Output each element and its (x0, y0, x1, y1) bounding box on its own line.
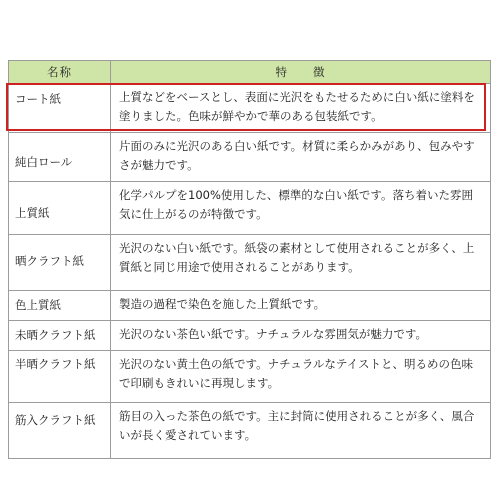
paper-name: 純白ロール (9, 133, 111, 182)
table-row (9, 291, 491, 321)
paper-description: 上質などをベースとし、表面に光沢をもたせるために白い紙に塗料を塗りました。色味が鮮やかで華のある包装紙です。 (111, 84, 491, 133)
paper-description: 筋目の入った茶色の紙です。主に封筒に使用されることが多く、風合いが長く愛されています。 (111, 403, 491, 459)
table-row (9, 182, 491, 235)
paper-description: 光沢のない黄土色の紙です。ナチュラルなテイストと、明るめの色味で印刷もきれいに再現します。 (111, 351, 491, 403)
paper-name: 未晒クラフト紙 (9, 321, 111, 351)
table-row (9, 235, 491, 291)
paper-name: 色上質紙 (9, 291, 111, 321)
paper-types-table-wrapper (8, 60, 490, 459)
paper-name: コート紙 (9, 84, 111, 133)
table-row (9, 351, 491, 403)
paper-description: 光沢のない白い紙です。紙袋の素材として使用されることが多く、上質紙と同じ用途で使用されることがあります。 (111, 235, 491, 291)
paper-types-table (8, 60, 491, 459)
table-header-row (9, 61, 491, 84)
paper-name: 半晒クラフト紙 (9, 351, 111, 403)
paper-name: 上質紙 (9, 182, 111, 235)
paper-description: 片面のみに光沢のある白い紙です。材質に柔らかみがあり、包みやすさが魅力です。 (111, 133, 491, 182)
paper-description: 製造の過程で染色を施した上質紙です。 (111, 291, 491, 321)
table-row (9, 84, 491, 133)
paper-description: 光沢のない茶色い紙です。ナチュラルな雰囲気が魅力です。 (111, 321, 491, 351)
header-name: 名称 (9, 61, 111, 84)
header-feature: 特 徴 (111, 61, 491, 84)
table-row (9, 133, 491, 182)
table-row (9, 321, 491, 351)
paper-name: 晒クラフト紙 (9, 235, 111, 291)
table-row (9, 403, 491, 459)
paper-name: 筋入クラフト紙 (9, 403, 111, 459)
paper-description: 化学パルプを100%使用した、標準的な白い紙です。落ち着いた雰囲気に仕上がるのが特徴です。 (111, 182, 491, 235)
